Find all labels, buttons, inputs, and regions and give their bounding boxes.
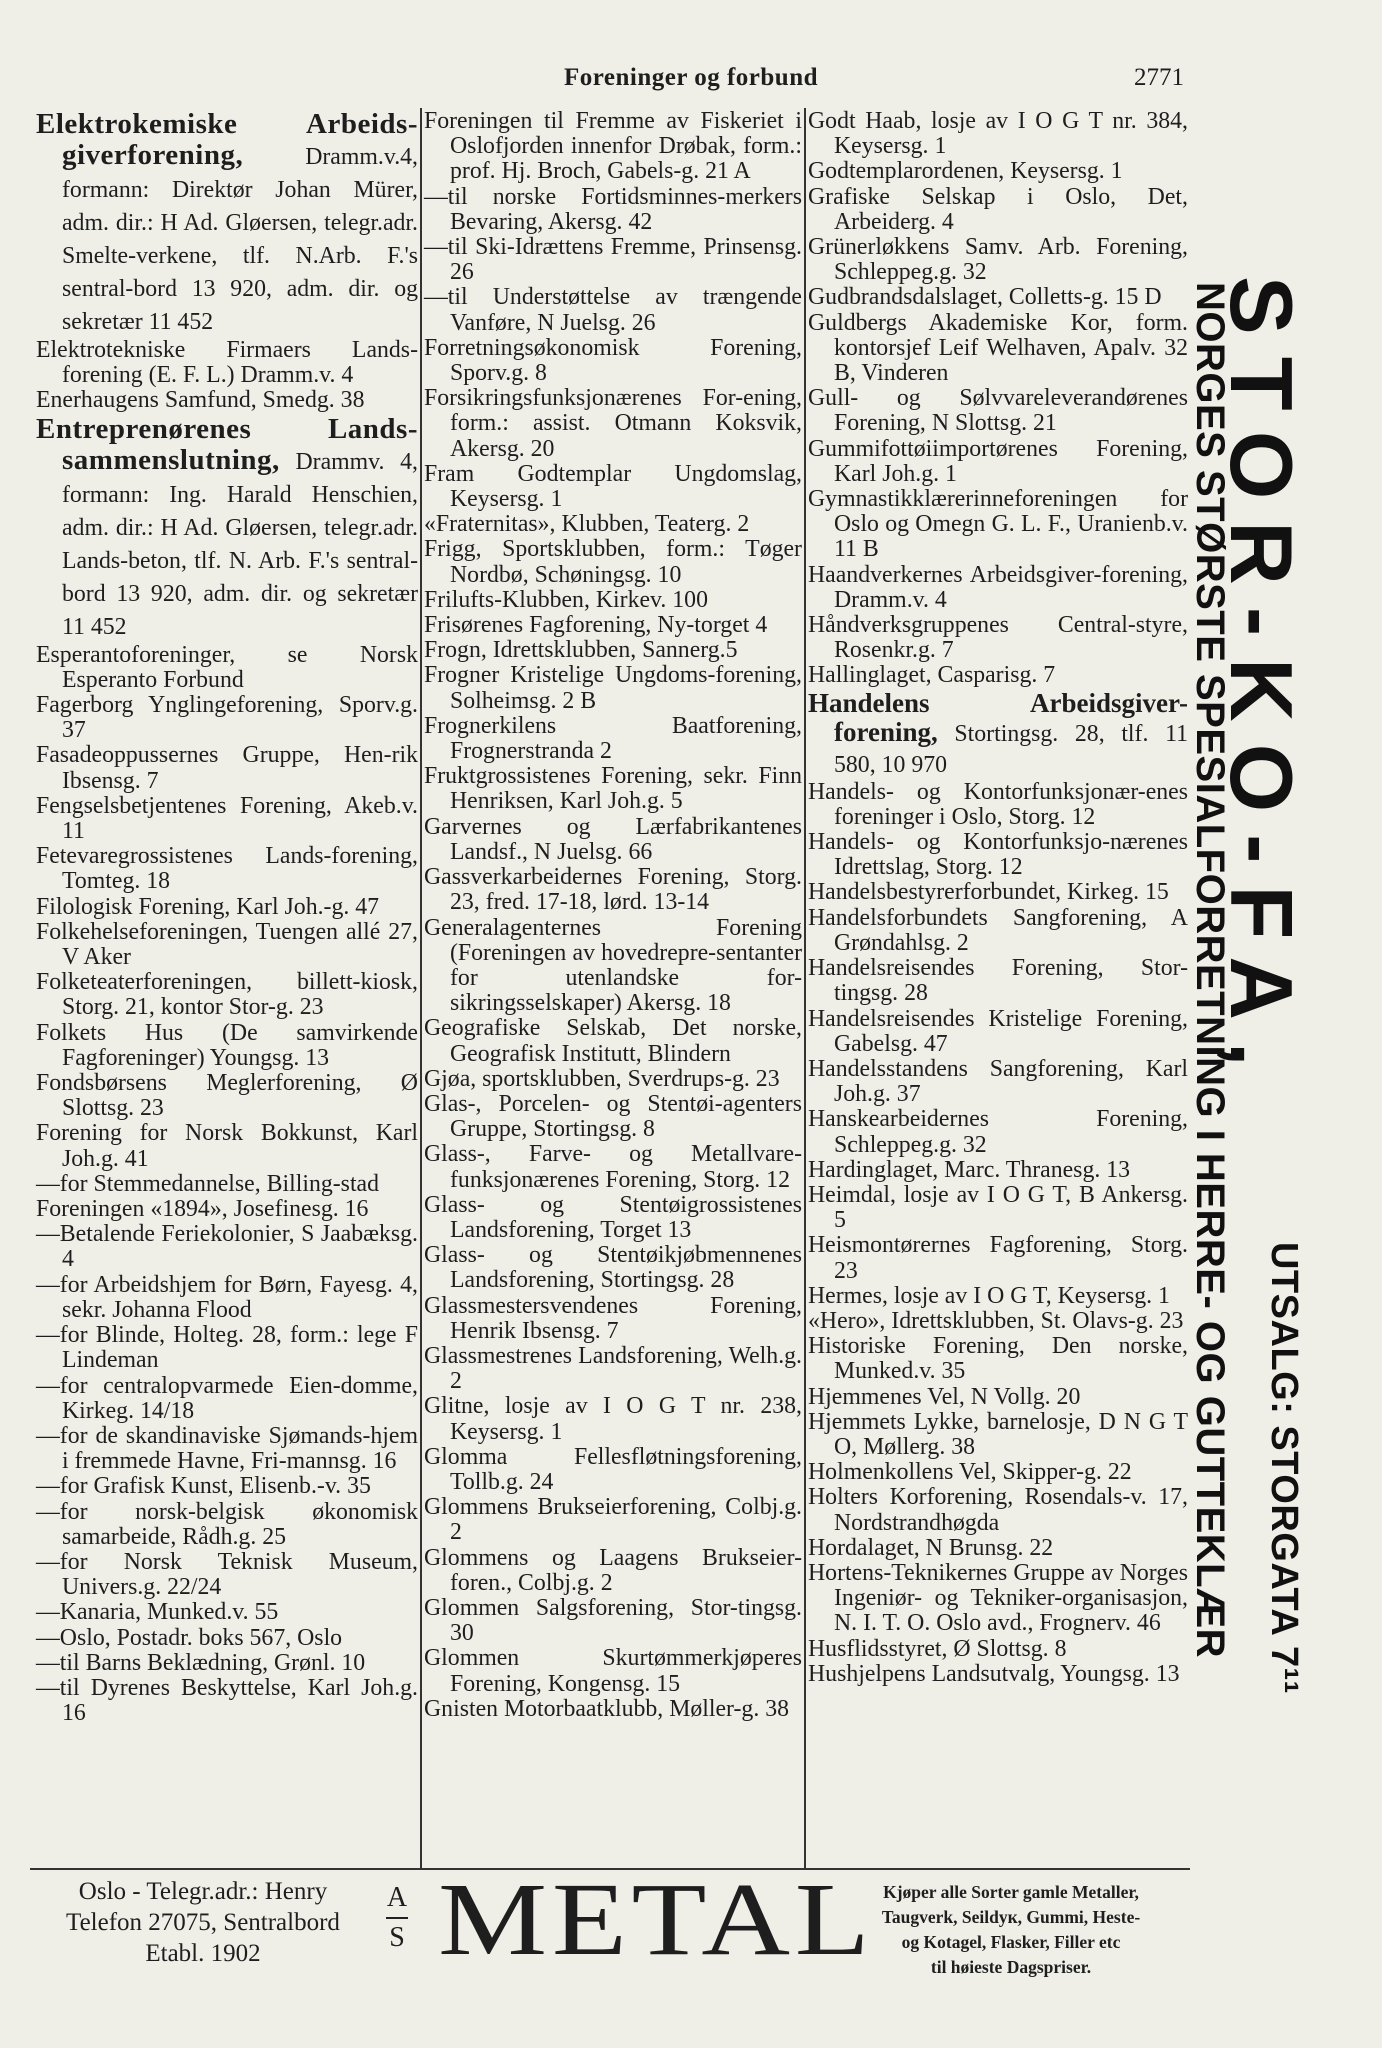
directory-entry: Glommen Salgsforening, Stor-tingsg. 30 (424, 1594, 802, 1647)
directory-entry: Heismontørernes Fagforening, Storg. 23 (808, 1232, 1188, 1284)
directory-entry: Fruktgrossistenes Forening, sekr. Finn Henriksen, Karl Joh.g. 5 (424, 763, 802, 815)
directory-column-2 (424, 109, 802, 1722)
directory-entry: Hallinglaget, Casparisg. 7 (808, 662, 1056, 689)
directory-entry: Glassmestersvendenes Forening, Henrik Ibsensg. 7 (424, 1292, 802, 1344)
directory-entry: —for de skandinaviske Sjømands-hjem i fremmede Havne, Fri-mannsg. 16 (36, 1422, 418, 1475)
directory-entry: Historiske Forening, Den norske, Munked.v. 35 (808, 1333, 1188, 1385)
directory-entry: —til norske Fortidsminnes-merkers Bevaring, Akersg. 42 (424, 183, 802, 235)
directory-entry: Frigg, Sportsklubben, form.: Tøger Nordbø, Schøningsg. 10 (424, 536, 802, 588)
footer-brand: METAL (438, 1862, 875, 1977)
directory-entry: —til Dyrenes Beskyttelse, Karl Joh.g. 16 (36, 1674, 418, 1727)
footer-company-form (382, 1882, 412, 1954)
directory-entry: Hanskearbeidernes Forening, Schleppeg.g. 32 (808, 1106, 1188, 1158)
directory-entry: Holters Korforening, Rosendals-v. 17, Nordstrandhøgda (808, 1484, 1188, 1536)
directory-entry: Glomma Fellesfløtningsforening, Tollb.g. 24 (424, 1443, 802, 1495)
directory-entry: Fondsbørsens Meglerforening, Ø Slottsg. 23 (36, 1070, 418, 1122)
directory-entry-name: Elektrokemiske Arbeids-giverforening, (36, 108, 418, 171)
directory-entry: Hordalaget, N Brunsg. 22 (808, 1534, 1054, 1561)
directory-entry: Gudbrandsdalslaget, Colletts-g. 15 D (808, 284, 1162, 311)
directory-entry: Geografiske Selskab, Det norske, Geografisk Institutt, Blindern (424, 1015, 802, 1067)
directory-entry: Foreningen «1894», Josefinesg. 16 (36, 1196, 369, 1223)
directory-entry: Frognerkilens Baatforening, Frognerstranda 2 (424, 712, 802, 765)
column-divider (804, 108, 806, 1868)
directory-entry: Esperantoforeninger, se Norsk Esperanto Forbund (36, 641, 418, 693)
directory-entry: Handels- og Kontorfunksjonær-enes foreninger i Oslo, Storg. 12 (808, 778, 1188, 830)
directory-entry-name: Entreprenørenes Lands-sammenslutning, (36, 412, 418, 476)
directory-entry: —for Norsk Teknisk Museum, Univers.g. 22/24 (36, 1548, 418, 1601)
directory-entry: Frilufts-Klubben, Kirkev. 100 (424, 586, 708, 613)
footer-contact-line: Telefon 27075, Sentralbord (66, 1909, 340, 1936)
directory-entry: Fengselsbetjentenes Forening, Akeb.v. 11 (36, 792, 418, 845)
directory-entry: Frogner Kristelige Ungdoms-forening, Solheimsg. 2 B (424, 662, 802, 714)
directory-entry: Handelsforbundets Sangforening, A Grøndahlsg. 2 (808, 904, 1188, 956)
directory-entry: —for Stemmedannelse, Billing-stad (36, 1170, 380, 1197)
footer-contact (48, 1876, 358, 1969)
directory-entry: —Oslo, Postadr. boks 567, Oslo (36, 1624, 343, 1651)
directory-entry: Gymnastikklærerinneforeningen for Oslo og Omegn G. L. F., Uranienb.v. 11 B (808, 486, 1188, 563)
directory-entry: Enerhaugens Samfund, Smedg. 38 (36, 387, 365, 414)
directory-entry: Folketeaterforeningen, billett-kiosk, Storg. 21, kontor Stor-g. 23 (36, 969, 418, 1021)
directory-entry: —for centralopvarmede Eien-domme, Kirkeg. 14/18 (36, 1372, 418, 1424)
directory-entry: Filologisk Forening, Karl Joh.-g. 47 (36, 893, 380, 920)
directory-entry: Handelsstandens Sangforening, Karl Joh.g. 37 (808, 1055, 1188, 1108)
footer-frac-bar (386, 1917, 408, 1919)
directory-entry: Hushjelpens Landsutvalg, Youngsg. 13 (808, 1660, 1180, 1687)
directory-entry: Håndverksgruppenes Central-styre, Rosenkr.g. 7 (808, 612, 1188, 664)
directory-entry: —til Barns Beklædning, Grønl. 10 (36, 1649, 366, 1676)
directory-entry: —til Understøttelse av trængende Vanføre, N Juelsg. 26 (424, 284, 802, 336)
directory-entry: Elektrotekniske Firmaers Lands-forening (E. F. L.) Dramm.v. 4 (36, 337, 418, 389)
footer-offer-line: til høieste Dagspriser. (930, 1957, 1092, 1977)
directory-entry: Hortens-Teknikernes Gruppe av Norges Ingeniør- og Tekniker-organisasjon, N. I. T. O. Oslo avd., Frognerv. 46 (808, 1559, 1188, 1637)
directory-column-1 (36, 109, 418, 1726)
directory-entry (808, 689, 1188, 780)
directory-entry: Handelsbestyrerforbundet, Kirkeg. 15 (808, 879, 1169, 906)
directory-entry: Guldbergs Akademiske Kor, form. kontorsjef Leif Welhaven, Apalv. 32 B, Vinderen (808, 309, 1188, 387)
directory-entry: Gnisten Motorbaatklubb, Møller-g. 38 (424, 1695, 790, 1722)
directory-entry-details: Drammv. 4, formann: Ing. Harald Henschien, adm. dir.: H Ad. Gløersen, telegr.adr. Lands-beton, tlf. N. Arb. F.'s sentral-bord 13 920, adm. dir. og sekretær 11 452 (62, 448, 418, 640)
footer-offer-line: Taugverk, Seildук, Gummi, Heste- (881, 1907, 1141, 1927)
directory-entry: Hjemmenes Vel, N Vollg. 20 (808, 1383, 1081, 1410)
directory-entry: Hardinglaget, Marc. Thranesg. 13 (808, 1156, 1131, 1183)
footer-offer (846, 1880, 1176, 1980)
directory-entry: Fram Godtemplar Ungdomslag, Keysersg. 1 (424, 460, 802, 513)
directory-entry: «Fraternitas», Klubben, Teaterg. 2 (424, 511, 750, 538)
directory-entry: Garvernes og Lærfabrikantenes Landsf., N Juelsg. 66 (424, 813, 802, 865)
directory-entry: Glitne, losje av I O G T nr. 238, Keysersg. 1 (424, 1393, 802, 1445)
directory-entry: —for norsk-belgisk økonomisk samarbeide, Rådh.g. 25 (36, 1498, 418, 1550)
footer-contact-line: Oslo - Telegr.adr.: Henry (78, 1878, 328, 1905)
page-number: 2771 (1134, 64, 1184, 91)
directory-entry: Forretningsøkonomisk Forening, Sporv.g. 8 (424, 334, 802, 387)
directory-entry: Fasadeoppussernes Gruppe, Hen-rik Ibsensg. 7 (36, 742, 418, 794)
directory-entry: Gull- og Sølvvareleverandørenes Forening, N Slottsg. 21 (808, 385, 1188, 437)
directory-entry: Grafiske Selskap i Oslo, Det, Arbeiderg. 4 (808, 183, 1188, 235)
directory-entry (36, 414, 418, 643)
directory-entry: Godt Haab, losje av I O G T nr. 384, Keysersg. 1 (808, 108, 1188, 160)
directory-entry: Frisørenes Fagforening, Ny-torget 4 (424, 612, 768, 639)
directory-entry: Holmenkollens Vel, Skipper-g. 22 (808, 1459, 1132, 1486)
directory-entry: Fetevaregrossistenes Lands-forening, Tomteg. 18 (36, 843, 418, 895)
directory-entry: Forening for Norsk Bokkunst, Karl Joh.g. 41 (36, 1120, 418, 1172)
directory-entry: —til Ski-Idrættens Fremme, Prinsensg. 26 (424, 234, 802, 286)
directory-entry: Frogn, Idrettsklubben, Sannerg.5 (424, 637, 738, 664)
directory-entry: Husflidsstyret, Ø Slottsg. 8 (808, 1635, 1067, 1662)
directory-entry-name: Handelens Arbeidsgiver-forening, (808, 687, 1188, 747)
directory-entry: Grünerløkkens Samv. Arb. Forening, Schleppeg.g. 32 (808, 234, 1188, 286)
directory-entry: Glommens Brukseierforening, Colbj.g. 2 (424, 1494, 802, 1546)
directory-entry: Glass- og Stentøigrossistenes Landsforening, Torget 13 (424, 1191, 802, 1243)
directory-entry: Heimdal, losje av I O G T, B Ankersg. 5 (808, 1181, 1188, 1234)
directory-entry: Hjemmets Lykke, barnelosje, D N G T O, Møllerg. 38 (808, 1408, 1188, 1460)
page-title: Foreninger og forbund (563, 64, 819, 91)
directory-entry: —for Grafisk Kunst, Elisenb.-v. 35 (36, 1473, 371, 1500)
directory-entry-details: Stortingsg. 28, tlf. 11 580, 10 970 (834, 720, 1188, 778)
directory-entry: Glassmestrenes Landsforening, Welh.g. 2 (424, 1342, 802, 1395)
directory-entry: Gjøa, sportsklubben, Sverdrups-g. 23 (424, 1065, 780, 1092)
side-ad-brand: STOR-KO-FA, (1212, 276, 1311, 1089)
directory-entry: —Kanaria, Munked.v. 55 (36, 1599, 279, 1626)
directory-entry: Forsikringsfunksjonærenes For-ening, form.: assist. Otmann Koksvik, Akersg. 20 (424, 385, 802, 462)
side-ad-tagline: NORGES STØRSTE SPESIALFORRETNING I HERRE- OG GUTTEKLÆR (1188, 282, 1232, 1658)
directory-entry: Glommen Skurtømmerkjøperes Forening, Kongensg. 15 (424, 1645, 802, 1697)
directory-entry: —for Arbeidshjem for Børn, Fayesg. 4, sekr. Johanna Flood (36, 1271, 418, 1323)
directory-column-3 (808, 109, 1188, 1687)
footer-contact-line: Etabl. 1902 (145, 1940, 261, 1967)
directory-entry: —for Blinde, Holteg. 28, form.: lege F Lindeman (36, 1322, 418, 1374)
directory-entry: Handelsreisendes Forening, Stor-tingsg. 28 (808, 955, 1188, 1007)
directory-entry: Gassverkarbeidernes Forening, Storg. 23, fred. 17-18, lørd. 13-14 (424, 864, 802, 916)
directory-entry: Glommens og Laagens Brukseier-foren., Colbj.g. 2 (424, 1544, 802, 1596)
directory-entry: Folkehelseforeningen, Tuengen allé 27, V Aker (36, 918, 418, 971)
footer-offer-line: og Kotagel, Flasker, Filler etc (901, 1932, 1121, 1952)
directory-entry: Gummifottøiimportørenes Forening, Karl Joh.g. 1 (808, 435, 1188, 487)
side-ad-sale: UTSALG: STORGATA 7¹¹ (1263, 1242, 1305, 1694)
directory-entry: Glas-, Porcelen- og Stentøi-agenters Gruppe, Stortingsg. 8 (424, 1090, 802, 1143)
directory-entry-details: Dramm.v.4, formann: Direktør Johan Mürer, adm. dir.: H Ad. Gløersen, telegr.adr. Smelte-verkene, tlf. N.Arb. F.'s sentral-bord 13 920, adm. dir. og sekretær 11 452 (62, 144, 418, 335)
directory-entry: Fagerborg Ynglingeforening, Sporv.g. 37 (36, 692, 418, 744)
directory-entry: Folkets Hus (De samvirkende Fagforeninger) Youngsg. 13 (36, 1019, 418, 1071)
directory-entry: Godtemplarordenen, Keysersg. 1 (808, 158, 1123, 185)
directory-entry: Hermes, losje av I O G T, Keysersg. 1 (808, 1282, 1170, 1309)
directory-entry: —Betalende Feriekolonier, S Jaabæksg. 4 (36, 1221, 418, 1273)
directory-entry: Generalagenternes Forening (Foreningen av hovedrepre-sentanter for utenlandske for-sikringsselskaper) Akersg. 18 (424, 914, 802, 1017)
footer-frac-top: A (386, 1882, 408, 1913)
directory-entry: «Hero», Idrettsklubben, St. Olavs-g. 23 (808, 1307, 1184, 1334)
directory-entry: Handelsreisendes Kristelige Forening, Gabelsg. 47 (808, 1005, 1188, 1057)
column-divider (420, 108, 422, 1868)
directory-entry: Foreningen til Fremme av Fiskeriet i Oslofjorden innenfor Drøbak, form.: prof. Hj. Broch, Gabels-g. 21 A (424, 108, 802, 185)
footer-frac-bottom: S (389, 1922, 405, 1953)
directory-entry (36, 109, 418, 338)
directory-entry: Glass- og Stentøikjøbmennenes Landsforening, Stortingsg. 28 (424, 1242, 802, 1294)
directory-entry: Haandverkernes Arbeidsgiver-forening, Dramm.v. 4 (808, 561, 1188, 613)
directory-entry: Glass-, Farve- og Metallvare-funksjonærenes Forening, Storg. 12 (424, 1141, 802, 1193)
directory-entry: Handels- og Kontorfunksjo-nærenes Idrettslag, Storg. 12 (808, 829, 1188, 881)
footer-offer-line: Kjøper alle Sorter gamle Metaller, (883, 1882, 1139, 1902)
